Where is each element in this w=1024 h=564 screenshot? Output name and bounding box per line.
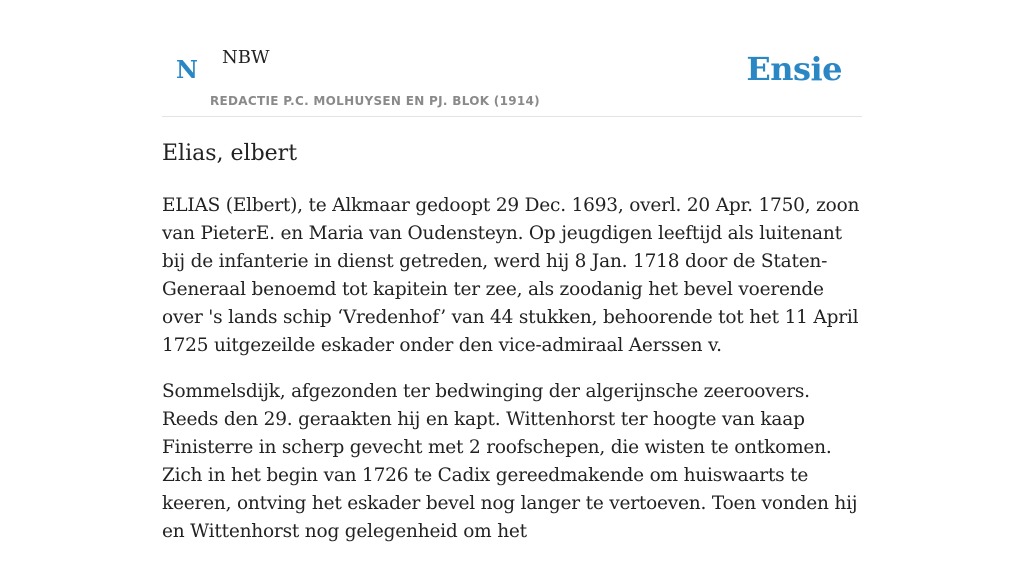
source-subtitle: REDACTIE P.C. MOLHUYSEN EN PJ. BLOK (1914) [210,94,540,108]
article-paragraph: Sommelsdijk, afgezonden ter bedwinging der algerijnsche zeeroovers. Reeds den 29. geraakten hij en kapt. Wittenhorst ter hoogte van kaap Finisterre in scherp gevecht met 2 roofschepen, die wisten te ontkomen. Zich in het begin van 1726 te Cadix gereedmakende om huiswaarts te keeren, ontving het eskader bevel nog langer te vertoeven. Toen vonden hij en Wittenhorst nog gelegenheid om het [162,381,858,542]
header [162,0,862,117]
article [162,136,862,564]
brand-logo[interactable]: Ensie [746,50,842,88]
source-title[interactable]: NBW [222,47,270,68]
source-logo[interactable]: N [176,55,198,84]
article-title: Elias, elbert [162,141,298,166]
article-paragraph: ELIAS (Elbert), te Alkmaar gedoopt 29 Dec. 1693, overl. 20 Apr. 1750, zoon van PieterE. en Maria van Oudensteyn. Op jeugdigen leeftijd als luitenant bij de infanterie in dienst getreden, werd hij 8 Jan. 1718 door de Staten-Generaal benoemd tot kapitein ter zee, als zoodanig het bevel voerende over 's lands schip ‘Vredenhof’ van 44 stukken, behoorende tot het 11 April 1725 uitgezeilde eskader onder den vice-admiraal Aerssen v. [162,195,860,356]
